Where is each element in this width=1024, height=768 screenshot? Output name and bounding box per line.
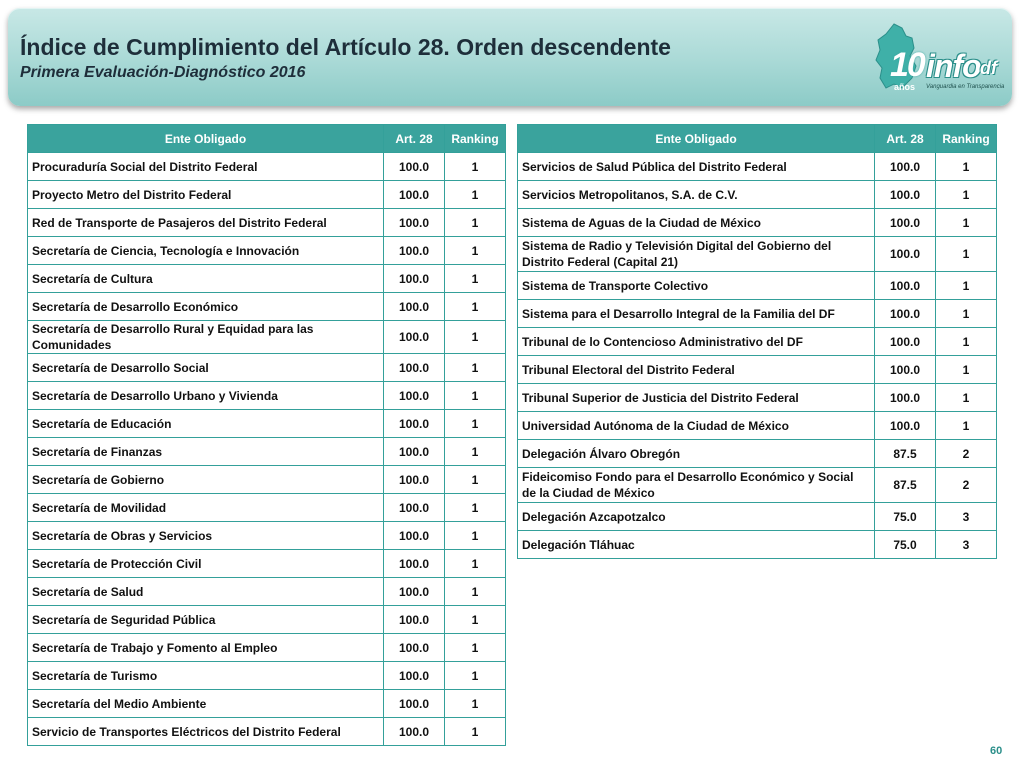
ranking-cell: 1 bbox=[445, 382, 506, 410]
ranking-cell: 1 bbox=[445, 354, 506, 382]
table-row bbox=[28, 634, 506, 662]
entity-cell: Secretaría de Desarrollo Urbano y Vivienda bbox=[28, 382, 384, 410]
ranking-cell: 1 bbox=[445, 690, 506, 718]
ranking-cell: 1 bbox=[445, 578, 506, 606]
art28-cell: 100.0 bbox=[384, 494, 445, 522]
logo-suffix: df bbox=[980, 58, 997, 78]
entity-cell: Secretaría de Obras y Servicios bbox=[28, 522, 384, 550]
ranking-cell: 1 bbox=[445, 494, 506, 522]
infodf-logo bbox=[872, 22, 1005, 94]
art28-cell: 100.0 bbox=[875, 412, 936, 440]
ranking-cell: 2 bbox=[936, 468, 997, 503]
art28-cell: 100.0 bbox=[875, 272, 936, 300]
art28-cell: 75.0 bbox=[875, 531, 936, 559]
ranking-cell: 1 bbox=[445, 634, 506, 662]
art28-cell: 100.0 bbox=[875, 153, 936, 181]
art28-cell: 100.0 bbox=[875, 209, 936, 237]
logo-tagline: Vanguardia en Transparencia bbox=[926, 84, 1005, 90]
art28-cell: 100.0 bbox=[384, 181, 445, 209]
column-header-art28: Art. 28 bbox=[875, 125, 936, 153]
art28-cell: 100.0 bbox=[384, 522, 445, 550]
entity-cell: Sistema de Transporte Colectivo bbox=[518, 272, 875, 300]
art28-cell: 100.0 bbox=[384, 718, 445, 746]
ranking-cell: 1 bbox=[936, 328, 997, 356]
ranking-cell: 1 bbox=[936, 181, 997, 209]
table-row bbox=[28, 153, 506, 181]
table-row bbox=[28, 354, 506, 382]
table-row bbox=[28, 718, 506, 746]
table-row bbox=[28, 265, 506, 293]
page-subtitle: Primera Evaluación-Diagnóstico 2016 bbox=[20, 64, 306, 81]
art28-cell: 75.0 bbox=[875, 503, 936, 531]
ranking-table-right bbox=[517, 124, 997, 559]
art28-cell: 100.0 bbox=[875, 300, 936, 328]
ranking-cell: 2 bbox=[936, 440, 997, 468]
entity-cell: Secretaría de Desarrollo Económico bbox=[28, 293, 384, 321]
entity-cell: Sistema para el Desarrollo Integral de la Familia del DF bbox=[518, 300, 875, 328]
ranking-cell: 1 bbox=[445, 550, 506, 578]
entity-cell: Secretaría del Medio Ambiente bbox=[28, 690, 384, 718]
entity-cell: Red de Transporte de Pasajeros del Distrito Federal bbox=[28, 209, 384, 237]
art28-cell: 100.0 bbox=[384, 690, 445, 718]
ranking-cell: 1 bbox=[445, 181, 506, 209]
art28-cell: 100.0 bbox=[384, 606, 445, 634]
table-row bbox=[518, 531, 997, 559]
ranking-cell: 1 bbox=[445, 153, 506, 181]
ranking-cell: 3 bbox=[936, 503, 997, 531]
ranking-cell: 1 bbox=[936, 384, 997, 412]
ranking-cell: 1 bbox=[445, 606, 506, 634]
art28-cell: 100.0 bbox=[384, 209, 445, 237]
table-row bbox=[518, 209, 997, 237]
logo-number: 10 bbox=[890, 46, 924, 84]
art28-cell: 87.5 bbox=[875, 440, 936, 468]
ranking-cell: 1 bbox=[936, 153, 997, 181]
table-row bbox=[28, 438, 506, 466]
art28-cell: 100.0 bbox=[384, 354, 445, 382]
table-row bbox=[518, 468, 997, 503]
art28-cell: 100.0 bbox=[384, 438, 445, 466]
ranking-cell: 1 bbox=[445, 265, 506, 293]
table-row bbox=[518, 300, 997, 328]
table-row bbox=[518, 356, 997, 384]
table-row bbox=[28, 321, 506, 354]
entity-cell: Secretaría de Ciencia, Tecnología e Innovación bbox=[28, 237, 384, 265]
art28-cell: 87.5 bbox=[875, 468, 936, 503]
table-row bbox=[28, 237, 506, 265]
table-row bbox=[28, 550, 506, 578]
art28-cell: 100.0 bbox=[875, 181, 936, 209]
entity-cell: Secretaría de Seguridad Pública bbox=[28, 606, 384, 634]
entity-cell: Delegación Azcapotzalco bbox=[518, 503, 875, 531]
table-row bbox=[518, 384, 997, 412]
table-row bbox=[518, 237, 997, 272]
entity-cell: Secretaría de Desarrollo Rural y Equidad para las Comunidades bbox=[28, 321, 384, 354]
ranking-cell: 1 bbox=[445, 718, 506, 746]
table-row bbox=[28, 578, 506, 606]
page-number: 60 bbox=[990, 745, 1003, 757]
page-title: Índice de Cumplimiento del Artículo 28. Orden descendente bbox=[20, 34, 671, 60]
entity-cell: Tribunal Superior de Justicia del Distrito Federal bbox=[518, 384, 875, 412]
entity-cell: Secretaría de Movilidad bbox=[28, 494, 384, 522]
entity-cell: Secretaría de Finanzas bbox=[28, 438, 384, 466]
entity-cell: Procuraduría Social del Distrito Federal bbox=[28, 153, 384, 181]
art28-cell: 100.0 bbox=[384, 321, 445, 354]
entity-cell: Secretaría de Turismo bbox=[28, 662, 384, 690]
entity-cell: Delegación Tláhuac bbox=[518, 531, 875, 559]
art28-cell: 100.0 bbox=[875, 237, 936, 272]
entity-cell: Secretaría de Trabajo y Fomento al Empleo bbox=[28, 634, 384, 662]
table-row bbox=[518, 181, 997, 209]
table-row bbox=[28, 662, 506, 690]
entity-cell: Secretaría de Protección Civil bbox=[28, 550, 384, 578]
ranking-cell: 1 bbox=[445, 438, 506, 466]
column-header-art28: Art. 28 bbox=[384, 125, 445, 153]
ranking-cell: 1 bbox=[936, 209, 997, 237]
table-row bbox=[518, 272, 997, 300]
entity-cell: Secretaría de Desarrollo Social bbox=[28, 354, 384, 382]
table-row bbox=[28, 494, 506, 522]
column-header-ranking: Ranking bbox=[445, 125, 506, 153]
ranking-cell: 1 bbox=[936, 412, 997, 440]
logo-word: info bbox=[926, 48, 981, 84]
ranking-cell: 1 bbox=[445, 237, 506, 265]
table-row bbox=[518, 153, 997, 181]
table-row bbox=[28, 606, 506, 634]
ranking-cell: 1 bbox=[445, 321, 506, 354]
entity-cell: Secretaría de Cultura bbox=[28, 265, 384, 293]
art28-cell: 100.0 bbox=[384, 662, 445, 690]
art28-cell: 100.0 bbox=[384, 578, 445, 606]
table-row bbox=[28, 410, 506, 438]
ranking-cell: 3 bbox=[936, 531, 997, 559]
ranking-cell: 1 bbox=[445, 293, 506, 321]
logo-anos: años bbox=[894, 82, 916, 92]
art28-cell: 100.0 bbox=[384, 634, 445, 662]
art28-cell: 100.0 bbox=[384, 466, 445, 494]
art28-cell: 100.0 bbox=[875, 328, 936, 356]
art28-cell: 100.0 bbox=[384, 153, 445, 181]
entity-cell: Secretaría de Salud bbox=[28, 578, 384, 606]
ranking-cell: 1 bbox=[936, 237, 997, 272]
table-header-row bbox=[518, 125, 997, 153]
art28-cell: 100.0 bbox=[384, 265, 445, 293]
ranking-cell: 1 bbox=[936, 356, 997, 384]
table-row bbox=[28, 690, 506, 718]
entity-cell: Servicios Metropolitanos, S.A. de C.V. bbox=[518, 181, 875, 209]
art28-cell: 100.0 bbox=[384, 550, 445, 578]
ranking-cell: 1 bbox=[936, 272, 997, 300]
table-row bbox=[518, 328, 997, 356]
ranking-table-left bbox=[27, 124, 506, 746]
entity-cell: Secretaría de Educación bbox=[28, 410, 384, 438]
ranking-cell: 1 bbox=[445, 522, 506, 550]
entity-cell: Servicio de Transportes Eléctricos del Distrito Federal bbox=[28, 718, 384, 746]
table-row bbox=[28, 466, 506, 494]
ranking-cell: 1 bbox=[445, 662, 506, 690]
entity-cell: Universidad Autónoma de la Ciudad de México bbox=[518, 412, 875, 440]
art28-cell: 100.0 bbox=[875, 384, 936, 412]
ranking-cell: 1 bbox=[936, 300, 997, 328]
table-header-row bbox=[28, 125, 506, 153]
table-row bbox=[28, 522, 506, 550]
entity-cell: Proyecto Metro del Distrito Federal bbox=[28, 181, 384, 209]
ranking-cell: 1 bbox=[445, 209, 506, 237]
entity-cell: Servicios de Salud Pública del Distrito Federal bbox=[518, 153, 875, 181]
table-row bbox=[28, 293, 506, 321]
ranking-cell: 1 bbox=[445, 466, 506, 494]
art28-cell: 100.0 bbox=[875, 356, 936, 384]
table-row bbox=[28, 209, 506, 237]
column-header-entity: Ente Obligado bbox=[518, 125, 875, 153]
entity-cell: Fideicomiso Fondo para el Desarrollo Económico y Social de la Ciudad de México bbox=[518, 468, 875, 503]
art28-cell: 100.0 bbox=[384, 293, 445, 321]
art28-cell: 100.0 bbox=[384, 382, 445, 410]
art28-cell: 100.0 bbox=[384, 237, 445, 265]
entity-cell: Tribunal Electoral del Distrito Federal bbox=[518, 356, 875, 384]
table-row bbox=[28, 181, 506, 209]
column-header-ranking: Ranking bbox=[936, 125, 997, 153]
column-header-entity: Ente Obligado bbox=[28, 125, 384, 153]
table-row bbox=[518, 503, 997, 531]
entity-cell: Delegación Álvaro Obregón bbox=[518, 440, 875, 468]
entity-cell: Tribunal de lo Contencioso Administrativo del DF bbox=[518, 328, 875, 356]
ranking-cell: 1 bbox=[445, 410, 506, 438]
entity-cell: Sistema de Radio y Televisión Digital del Gobierno del Distrito Federal (Capital 21) bbox=[518, 237, 875, 272]
table-row bbox=[518, 440, 997, 468]
table-row bbox=[518, 412, 997, 440]
entity-cell: Sistema de Aguas de la Ciudad de México bbox=[518, 209, 875, 237]
art28-cell: 100.0 bbox=[384, 410, 445, 438]
table-row bbox=[28, 382, 506, 410]
entity-cell: Secretaría de Gobierno bbox=[28, 466, 384, 494]
